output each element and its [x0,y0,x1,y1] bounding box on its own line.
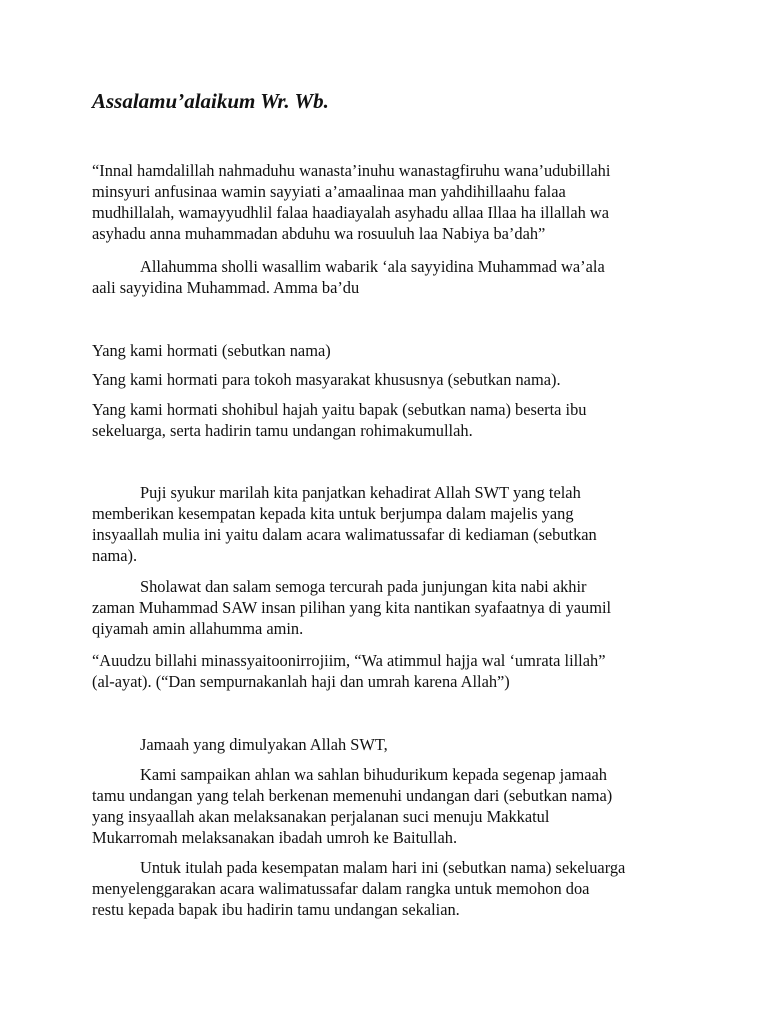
text-line: memberikan kesempatan kepada kita untuk berjumpa dalam majelis yang [92,504,574,523]
text-line: asyhadu anna muhammadan abduhu wa rosuuluh laa Nabiya ba’dah” [92,224,546,243]
text-line: mudhillalah, wamayyudhlil falaa haadiayalah asyhadu allaa Illaa ha illallah wa [92,203,610,222]
sholawat-salam-paragraph [92,576,611,639]
text-line: aali sayyidina Muhammad. Amma ba’du [92,278,360,297]
text-line: Jamaah yang dimulyakan Allah SWT, [140,735,388,754]
text-line: “Auudzu billahi minassyaitoonirrojiim, “Wa atimmul hajja wal ‘umrata lillah” [92,651,606,670]
text-line: Untuk itulah pada kesempatan malam hari ini (sebutkan nama) sekeluarga [140,858,626,877]
quran-verse-paragraph [92,650,605,692]
text-line: zaman Muhammad SAW insan pilihan yang kita nantikan syafaatnya di yaumil [92,598,612,617]
text-line: insyaallah mulia ini yaitu dalam acara walimatussafar di kediaman (sebutkan [92,525,597,544]
opening-prayer-paragraph [92,160,610,244]
text-line: Sholawat dan salam semoga tercurah pada junjungan kita nabi akhir [140,577,587,596]
text-line: nama). [92,546,138,565]
text-line: menyelenggarakan acara walimatussafar dalam rangka untuk memohon doa [92,879,590,898]
jamaah-address-line [92,734,388,755]
sholawat-paragraph [92,256,605,298]
text-line: qiyamah amin allahumma amin. [92,619,304,638]
text-line: (al-ayat). (“Dan sempurnakanlah haji dan umrah karena Allah”) [92,672,510,691]
text-line: Kami sampaikan ahlan wa sahlan bihudurikum kepada segenap jamaah [140,765,607,784]
text-line: minsyuri anfusinaa wamin sayyiati a’amaalinaa man yahdihillaahu falaa [92,182,566,201]
greeting-line-1 [92,340,331,361]
text-line: Yang kami hormati para tokoh masyarakat khususnya (sebutkan nama). [92,370,561,389]
salutation-heading: Assalamu’alaikum Wr. Wb. [92,89,329,113]
greeting-line-3 [92,399,587,441]
text-line: tamu undangan yang telah berkenan memenuhi undangan dari (sebutkan nama) [92,786,613,805]
text-line: Yang kami hormati (sebutkan nama) [92,341,331,360]
text-line: Yang kami hormati shohibul hajah yaitu bapak (sebutkan nama) beserta ibu [92,400,587,419]
text-line: Mukarromah melaksanakan ibadah umroh ke Baitullah. [92,828,458,847]
greeting-line-2 [92,369,561,390]
text-line: Allahumma sholli wasallim wabarik ‘ala sayyidina Muhammad wa’ala [140,257,605,276]
text-line: Puji syukur marilah kita panjatkan kehadirat Allah SWT yang telah [140,483,581,502]
text-line: yang insyaallah akan melaksanakan perjalanan suci menuju Makkatul [92,807,550,826]
text-line: sekeluarga, serta hadirin tamu undangan rohimakumullah. [92,421,473,440]
text-line: “Innal hamdalillah nahmaduhu wanasta’inuhu wanastagfiruhu wana’udubillahi [92,161,611,180]
text-line: restu kepada bapak ibu hadirin tamu undangan sekalian. [92,900,460,919]
welcome-paragraph [92,764,612,848]
gratitude-paragraph [92,482,597,566]
purpose-paragraph [92,857,625,920]
